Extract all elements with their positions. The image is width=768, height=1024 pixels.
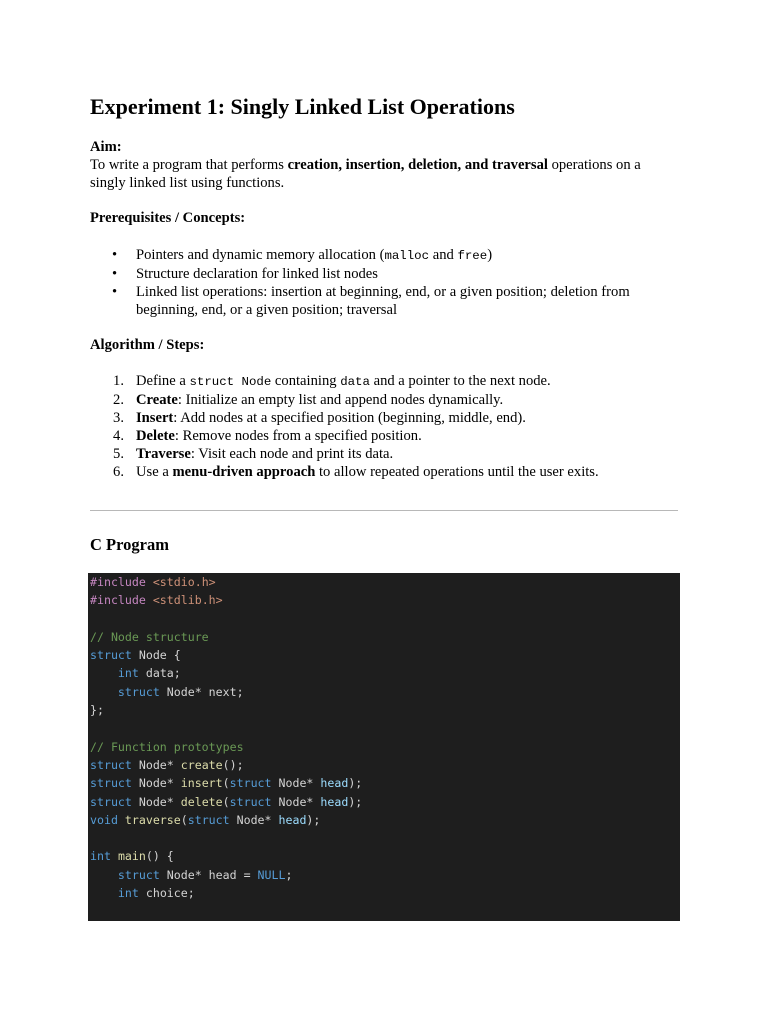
list-item xyxy=(90,372,680,391)
code-token: struct xyxy=(229,794,272,809)
code-token: struct xyxy=(90,757,132,772)
code-token: Node* xyxy=(131,776,181,791)
step-text: to allow repeated operations until the user exits. xyxy=(315,464,599,480)
code-token: int xyxy=(90,849,111,864)
code-token: ; xyxy=(285,867,293,882)
code-token xyxy=(90,868,118,882)
bullet-marker: • xyxy=(112,266,118,282)
aim-text-part: creation, insertion, deletion, and traversal xyxy=(287,157,548,173)
list-item xyxy=(90,445,680,463)
step-text: : Remove nodes from a specified position. xyxy=(174,428,422,444)
step-text: and a pointer to the next node. xyxy=(369,373,551,389)
code-line xyxy=(90,591,680,609)
code-line xyxy=(90,866,680,884)
code-token: head xyxy=(320,776,349,791)
code-token xyxy=(90,685,118,699)
list-item-text: Linked list operations: insertion at beginning, end, or a given position; deletion from beginning, end, or a given position; traversal xyxy=(136,284,630,318)
step-keyword: Insert xyxy=(136,410,174,426)
page-title: Experiment 1: Singly Linked List Operations xyxy=(90,94,515,119)
code-line xyxy=(90,646,680,664)
code-token: ); xyxy=(348,794,363,809)
code-line xyxy=(90,573,680,591)
code-token xyxy=(118,813,125,827)
code-token: ( xyxy=(222,794,230,809)
step-number: 4. xyxy=(113,428,124,444)
code-token: head xyxy=(278,812,307,827)
aim-section xyxy=(90,138,680,192)
code-token: data; xyxy=(138,666,181,681)
code-token: struct xyxy=(90,648,132,663)
step-number: 2. xyxy=(113,392,124,408)
code-token xyxy=(90,666,118,680)
code-token: head xyxy=(320,794,349,809)
list-item xyxy=(90,463,680,481)
bullet-marker: • xyxy=(112,247,118,263)
code-token: Node { xyxy=(131,648,181,663)
code-token: }; xyxy=(90,703,104,718)
code-token: <stdlib.h> xyxy=(152,593,223,608)
algorithm-heading-text: Algorithm / Steps: xyxy=(90,337,205,353)
code-token: Node* xyxy=(131,757,181,772)
code-token: ( xyxy=(180,812,188,827)
code-token: struct xyxy=(90,794,132,809)
step-text: : Initialize an empty list and append nodes dynamically. xyxy=(177,392,504,408)
code-token: Node* xyxy=(271,776,321,791)
step-text: : Add nodes at a specified position (beginning, middle, end). xyxy=(173,410,526,426)
code-token: Node* xyxy=(229,812,279,827)
code-line xyxy=(90,774,680,792)
code-inline: struct Node xyxy=(189,375,272,389)
program-heading: C Program xyxy=(90,535,169,554)
code-token: main xyxy=(117,849,146,864)
code-line xyxy=(90,884,680,902)
code-token: delete xyxy=(180,794,223,809)
algorithm-steps-list xyxy=(90,372,680,481)
step-text: Use a xyxy=(136,464,173,480)
code-line xyxy=(90,847,680,865)
code-token xyxy=(146,575,153,589)
code-line xyxy=(90,811,680,829)
code-line xyxy=(90,664,680,682)
code-line xyxy=(90,701,680,719)
step-number: 3. xyxy=(113,410,124,426)
code-token: // Node structure xyxy=(90,629,209,644)
code-token: insert xyxy=(180,776,223,791)
list-item xyxy=(90,283,680,319)
code-line xyxy=(90,738,680,756)
code-inline: free xyxy=(457,249,488,263)
code-line xyxy=(90,628,680,646)
code-token: void xyxy=(90,812,118,827)
list-item-text: Structure declaration for linked list nodes xyxy=(136,266,378,282)
code-token: struct xyxy=(117,867,160,882)
code-token: (); xyxy=(222,757,244,772)
algorithm-heading xyxy=(90,336,680,354)
code-token: Node* xyxy=(131,794,181,809)
list-item xyxy=(90,265,680,283)
code-token: traverse xyxy=(124,812,181,827)
step-keyword: Delete xyxy=(136,428,175,444)
list-item xyxy=(90,246,680,265)
code-token: ); xyxy=(306,812,321,827)
step-number: 6. xyxy=(113,464,124,480)
code-line xyxy=(90,719,680,737)
list-item xyxy=(90,391,680,409)
code-token: #include xyxy=(90,593,146,608)
code-token: choice; xyxy=(138,886,195,901)
aim-heading: Aim: xyxy=(90,139,122,155)
code-token: <stdio.h> xyxy=(152,575,216,589)
code-token: int xyxy=(117,886,139,901)
step-number: 1. xyxy=(113,373,124,389)
step-number: 5. xyxy=(113,446,124,462)
aim-text-part: To write a program that performs xyxy=(90,157,288,173)
code-inline: malloc xyxy=(384,249,430,263)
code-line xyxy=(90,683,680,701)
code-line xyxy=(90,756,680,774)
code-token: #include xyxy=(90,575,146,589)
list-item-text: ) xyxy=(487,247,493,263)
code-inline: data xyxy=(340,375,370,389)
code-token: int xyxy=(117,666,139,681)
aim-text-part: operations on a singly linked list using functions. xyxy=(90,157,641,191)
code-lines xyxy=(88,573,680,902)
code-token: Node* head = xyxy=(159,867,258,882)
code-token: struct xyxy=(90,776,132,791)
code-token: Node* next; xyxy=(159,684,244,699)
bullet-marker: • xyxy=(112,284,118,300)
prerequisites-list xyxy=(90,246,680,319)
step-text: Define a xyxy=(136,373,190,389)
prerequisites-heading xyxy=(90,209,680,227)
step-text: : Visit each node and print its data. xyxy=(190,446,394,462)
aim-text xyxy=(90,156,680,192)
code-token xyxy=(111,849,118,863)
code-token: struct xyxy=(229,776,272,791)
code-token: () { xyxy=(145,849,174,864)
code-token: struct xyxy=(117,684,160,699)
list-item-text: Pointers and dynamic memory allocation ( xyxy=(136,247,385,263)
list-item xyxy=(90,427,680,445)
code-token xyxy=(90,886,118,900)
list-item-text: and xyxy=(429,247,458,263)
step-text: containing xyxy=(271,373,341,389)
step-keyword: Traverse xyxy=(136,446,191,462)
code-line xyxy=(90,610,680,628)
code-token: struct xyxy=(187,812,230,827)
code-token: ); xyxy=(348,776,363,791)
step-keyword: Create xyxy=(136,392,178,408)
horizontal-divider xyxy=(90,510,678,511)
step-keyword: menu-driven approach xyxy=(172,464,316,480)
code-block xyxy=(88,573,680,921)
code-token: create xyxy=(180,757,223,772)
code-line xyxy=(90,829,680,847)
code-token: // Function prototypes xyxy=(90,739,244,754)
code-token: Node* xyxy=(271,794,321,809)
code-token: NULL xyxy=(257,867,286,882)
code-line xyxy=(90,793,680,811)
prerequisites-heading-text: Prerequisites / Concepts: xyxy=(90,210,246,226)
code-token xyxy=(146,593,153,607)
list-item xyxy=(90,409,680,427)
code-token: ( xyxy=(222,776,230,791)
